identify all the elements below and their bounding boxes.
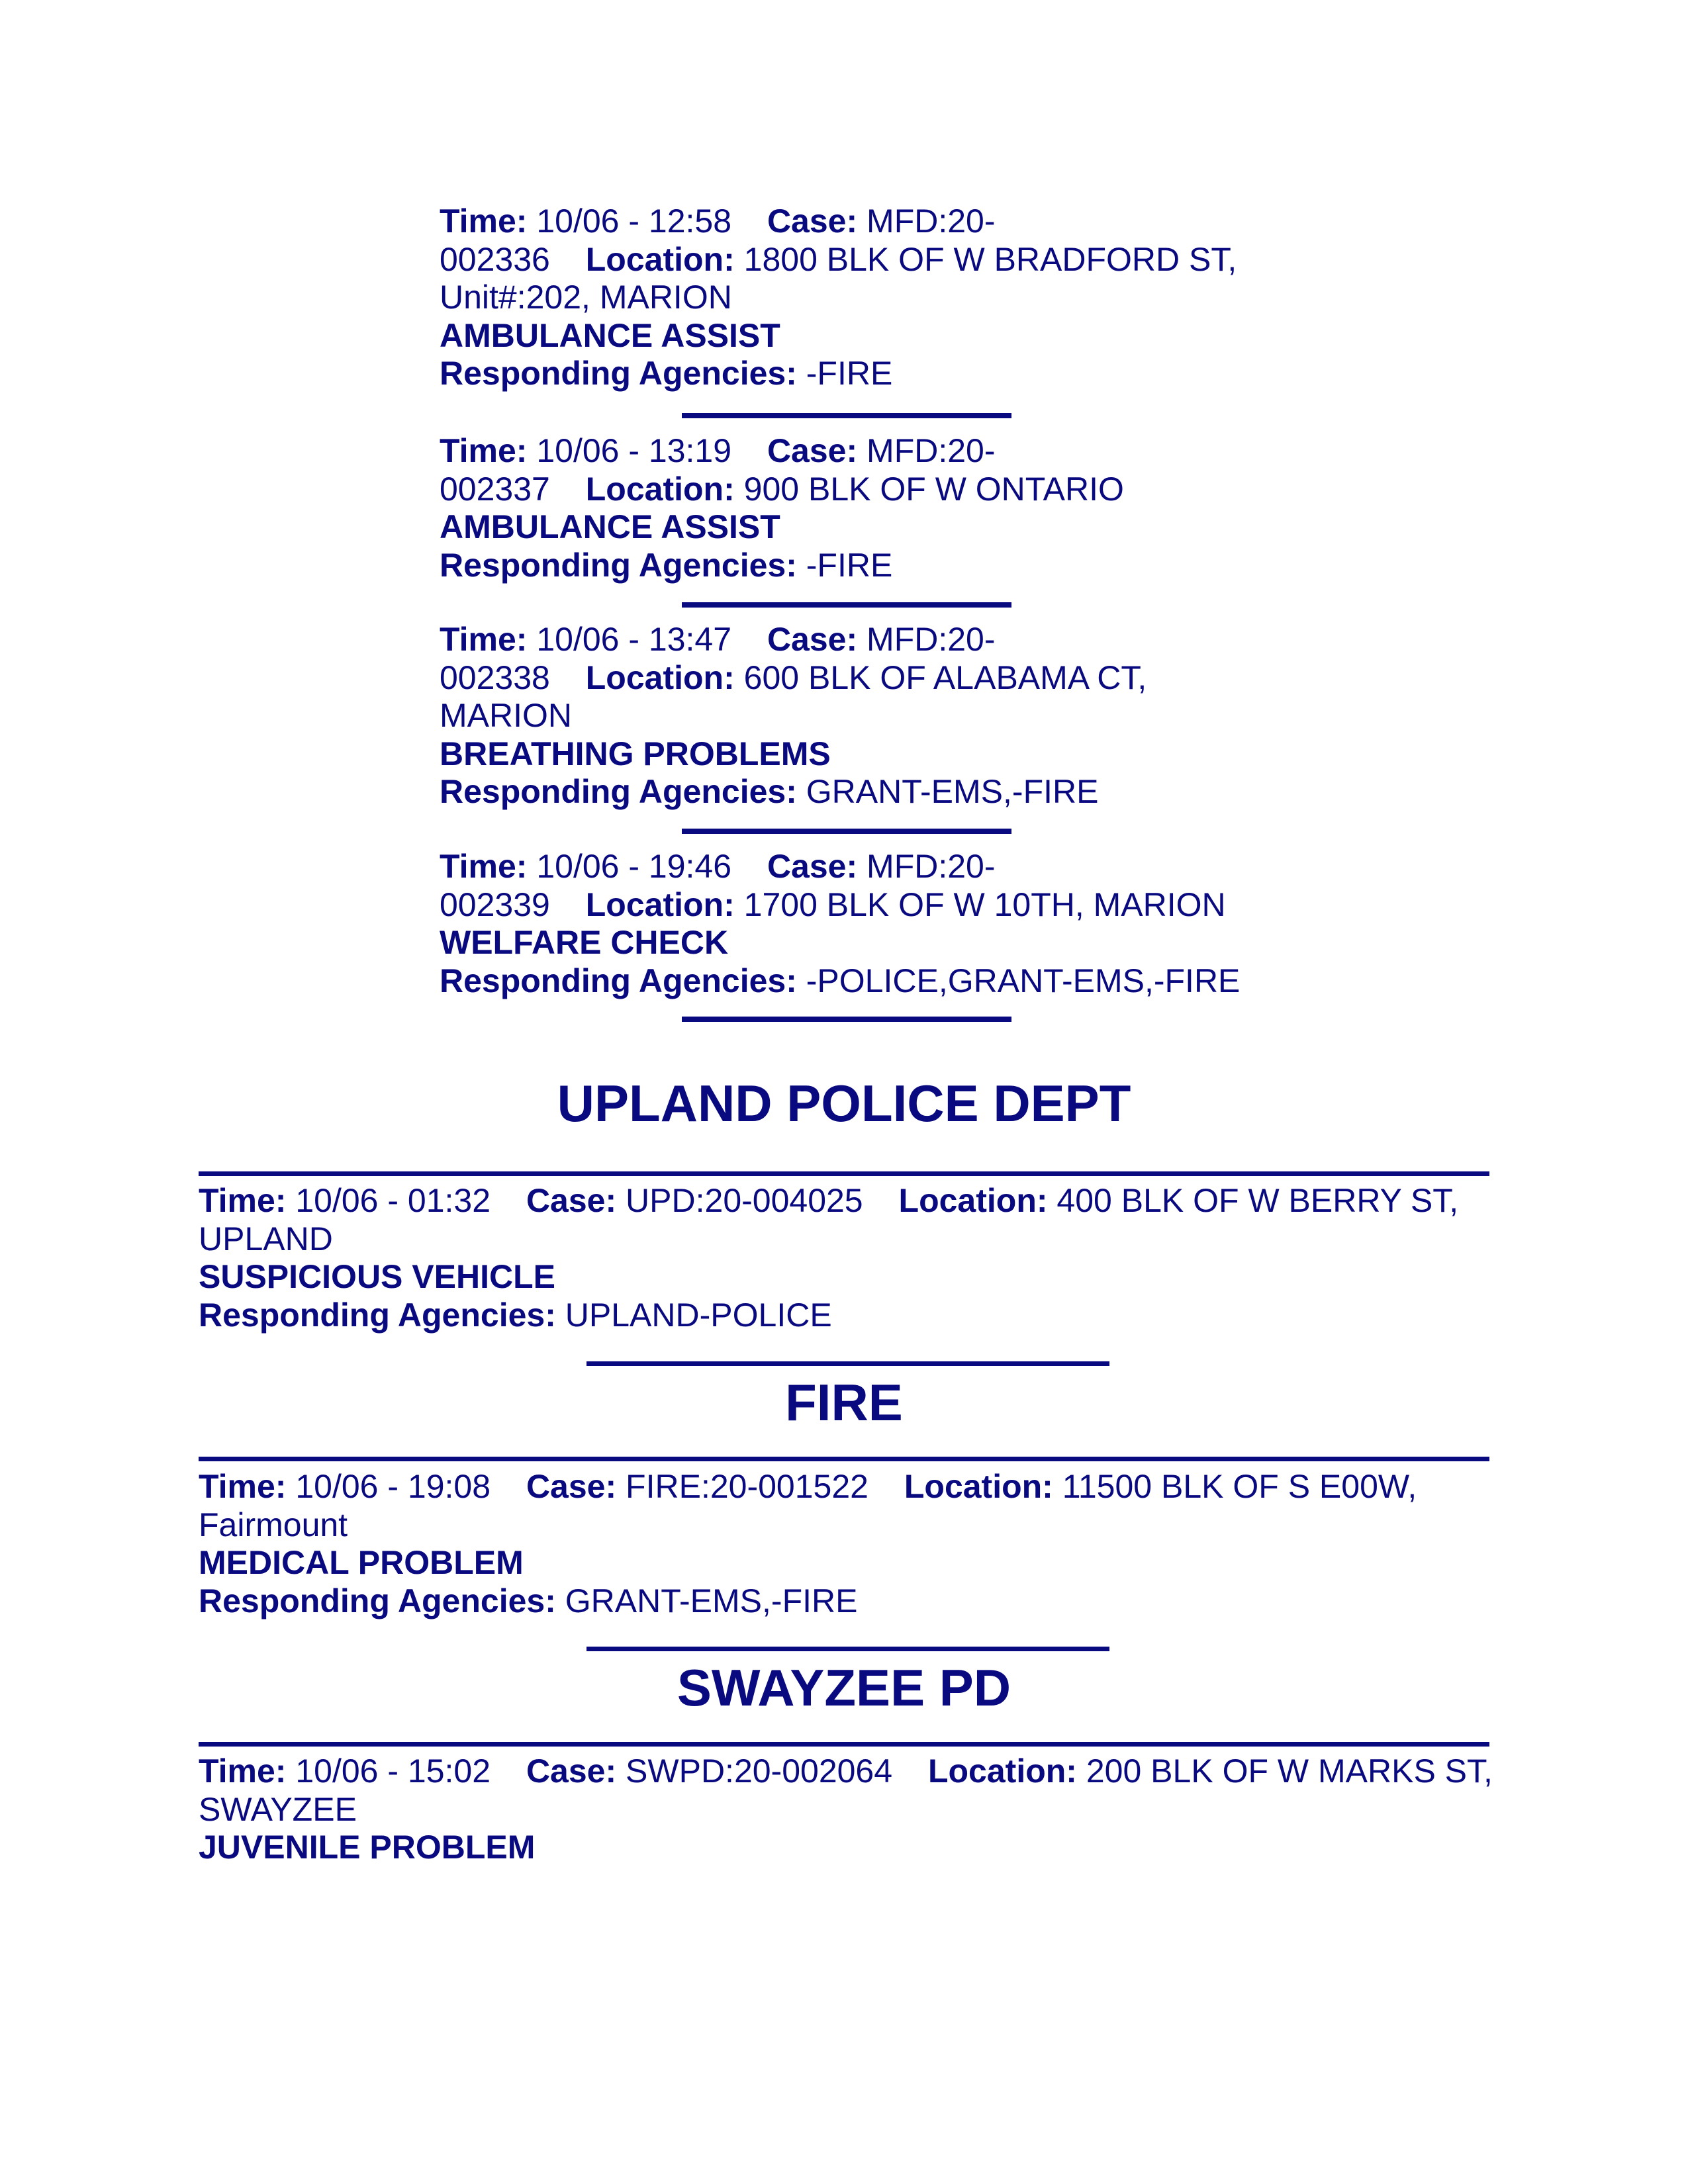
case-value: SWPD:20-002064	[626, 1752, 893, 1790]
incident-location-line-2	[440, 279, 1254, 317]
incident-header-line	[199, 1752, 1496, 1791]
time-label: Time:	[440, 848, 528, 885]
incident-nature: WELFARE CHECK	[440, 924, 729, 961]
section-title-swayzee-pd: SWAYZEE PD	[677, 1659, 1011, 1717]
incident-responding-line	[440, 547, 1254, 585]
case-label: Case:	[767, 203, 858, 240]
case-value-cont: 002339	[440, 886, 550, 923]
incident-location-line-2	[199, 1220, 1496, 1259]
incident-responding-line	[199, 1297, 1496, 1335]
location-label: Location:	[898, 1182, 1048, 1219]
incident-nature: SUSPICIOUS VEHICLE	[199, 1258, 555, 1295]
incident-responding-line	[440, 773, 1254, 811]
incident-location-line-2	[440, 697, 1254, 735]
case-value: UPD:20-004025	[626, 1182, 863, 1219]
responding-label: Responding Agencies:	[440, 773, 797, 810]
incident-swpd-002064	[199, 1752, 1496, 1867]
case-value-cont: 002338	[440, 659, 550, 696]
responding-value: -FIRE	[806, 546, 893, 584]
responding-label: Responding Agencies:	[440, 546, 797, 584]
incident-header-line	[199, 1182, 1496, 1220]
separator-rule	[586, 1647, 1109, 1651]
location-value: 1800 BLK OF W BRADFORD ST,	[743, 240, 1237, 278]
separator-rule	[682, 413, 1011, 418]
location-label: Location:	[904, 1468, 1053, 1505]
section-title-fire: FIRE	[785, 1373, 903, 1432]
location-value-cont: MARION	[440, 697, 572, 734]
incident-nature: AMBULANCE ASSIST	[440, 316, 780, 354]
responding-value: GRANT-EMS,-FIRE	[565, 1582, 858, 1619]
location-label: Location:	[585, 240, 735, 278]
case-value: MFD:20-	[867, 848, 996, 885]
separator-rule	[682, 602, 1011, 608]
incident-header-line	[440, 203, 1254, 241]
incident-location-line	[440, 241, 1254, 279]
case-value: FIRE:20-001522	[626, 1468, 868, 1505]
responding-value: -POLICE,GRANT-EMS,-FIRE	[806, 962, 1241, 999]
location-label: Location:	[585, 470, 735, 508]
responding-label: Responding Agencies:	[440, 962, 797, 999]
responding-label: Responding Agencies:	[440, 355, 797, 392]
incident-location-line-2	[199, 1506, 1496, 1545]
incident-mfd-002336	[440, 203, 1254, 393]
location-value: 900 BLK OF W ONTARIO	[743, 470, 1124, 508]
time-label: Time:	[440, 432, 528, 469]
location-label: Location:	[585, 659, 735, 696]
separator-rule	[682, 1017, 1011, 1022]
time-label: Time:	[199, 1752, 287, 1790]
case-label: Case:	[526, 1182, 617, 1219]
location-value: 400 BLK OF W BERRY ST,	[1056, 1182, 1459, 1219]
incident-nature: JUVENILE PROBLEM	[199, 1829, 536, 1866]
incident-location-line	[440, 886, 1254, 925]
location-label: Location:	[927, 1752, 1077, 1790]
time-label: Time:	[199, 1468, 287, 1505]
incident-header-line	[199, 1468, 1496, 1506]
section-rule	[199, 1457, 1489, 1461]
incident-mfd-002338	[440, 621, 1254, 811]
incident-mfd-002339	[440, 848, 1254, 1000]
incident-upd-004025	[199, 1182, 1496, 1334]
incident-nature: AMBULANCE ASSIST	[440, 508, 780, 545]
incident-location-line	[440, 659, 1254, 698]
section-rule	[199, 1742, 1489, 1747]
location-value-cont: Fairmount	[199, 1506, 348, 1543]
location-value-cont: UPLAND	[199, 1220, 333, 1257]
section-title-upland-police: UPLAND POLICE DEPT	[557, 1074, 1131, 1132]
time-value: 10/06 - 12:58	[536, 203, 732, 240]
case-label: Case:	[767, 848, 858, 885]
time-value: 10/06 - 13:47	[536, 621, 732, 658]
separator-rule	[586, 1361, 1109, 1366]
responding-value: GRANT-EMS,-FIRE	[806, 773, 1099, 810]
location-value: 200 BLK OF W MARKS ST,	[1086, 1752, 1493, 1790]
time-value: 10/06 - 19:46	[536, 848, 732, 885]
case-label: Case:	[526, 1468, 617, 1505]
section-rule	[199, 1171, 1489, 1176]
incident-nature: BREATHING PROBLEMS	[440, 735, 831, 772]
time-label: Time:	[199, 1182, 287, 1219]
incident-responding-line	[440, 355, 1254, 393]
responding-value: -FIRE	[806, 355, 893, 392]
incident-responding-line	[199, 1582, 1496, 1621]
case-label: Case:	[767, 621, 858, 658]
responding-value: UPLAND-POLICE	[565, 1296, 832, 1334]
case-value: MFD:20-	[867, 203, 996, 240]
case-label: Case:	[526, 1752, 617, 1790]
time-value: 10/06 - 13:19	[536, 432, 732, 469]
responding-label: Responding Agencies:	[199, 1296, 556, 1334]
separator-rule	[682, 829, 1011, 834]
location-value-cont: SWAYZEE	[199, 1790, 357, 1828]
incident-header-line	[440, 848, 1254, 886]
incident-location-line-2	[199, 1791, 1496, 1829]
case-value-cont: 002336	[440, 240, 550, 278]
time-label: Time:	[440, 621, 528, 658]
case-value: MFD:20-	[867, 621, 996, 658]
incident-mfd-002337	[440, 432, 1254, 584]
location-value: 600 BLK OF ALABAMA CT,	[743, 659, 1147, 696]
incident-location-line	[440, 471, 1254, 509]
case-value: MFD:20-	[867, 432, 996, 469]
time-value: 10/06 - 19:08	[295, 1468, 491, 1505]
incident-nature: MEDICAL PROBLEM	[199, 1544, 524, 1581]
incident-responding-line	[440, 962, 1254, 1001]
time-label: Time:	[440, 203, 528, 240]
location-value: 1700 BLK OF W 10TH, MARION	[743, 886, 1226, 923]
incident-header-line	[440, 621, 1254, 659]
case-value-cont: 002337	[440, 470, 550, 508]
incident-header-line	[440, 432, 1254, 471]
location-value: 11500 BLK OF S E00W,	[1062, 1468, 1417, 1505]
case-label: Case:	[767, 432, 858, 469]
location-label: Location:	[585, 886, 735, 923]
time-value: 10/06 - 15:02	[295, 1752, 491, 1790]
incident-fire-001522	[199, 1468, 1496, 1620]
responding-label: Responding Agencies:	[199, 1582, 556, 1619]
location-value-cont: Unit#:202, MARION	[440, 279, 732, 316]
time-value: 10/06 - 01:32	[295, 1182, 491, 1219]
